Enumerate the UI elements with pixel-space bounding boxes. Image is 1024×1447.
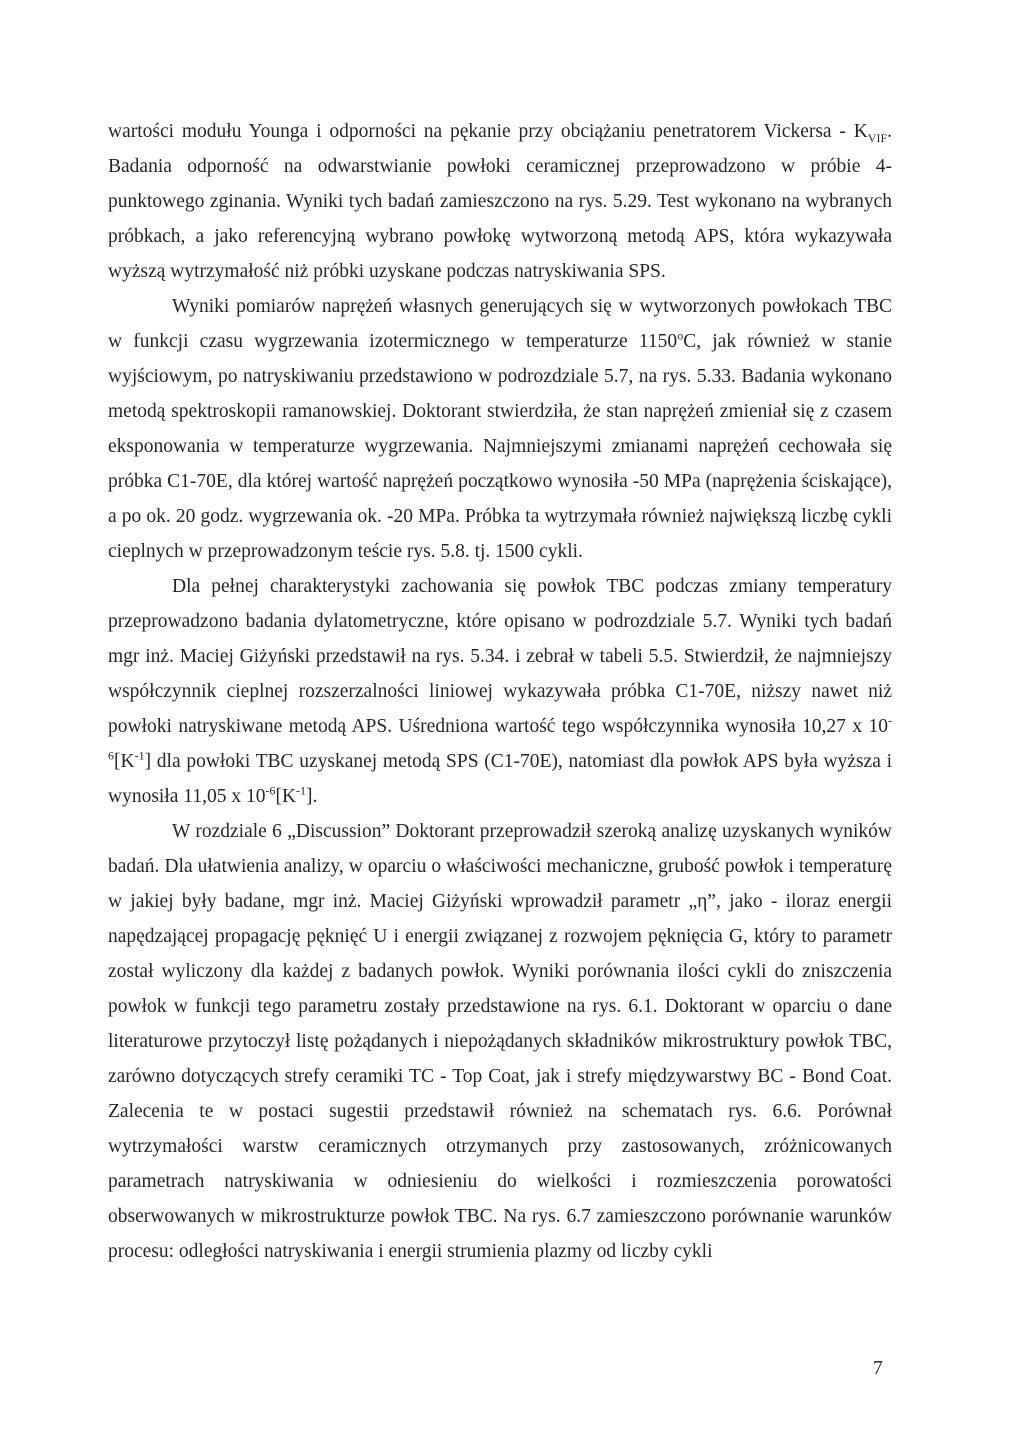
paragraph-text: C, jak również w stanie wyjściowym, po natryskiwaniu przedstawiono w podrozdziale 5.7, na rys. 5.33. Badania wykonano metodą spektroskopii ramanowskiej. Doktorant stwierdziła, że stan naprężeń zmieniał się z czasem eksponowania w temperaturze wygrzewania. Najmniejszymi zmianami naprężeń cechowała się próbka C1-70E, dla której wartość naprężeń początkowo wynosiła -50 MPa (naprężenia ściskające), a po ok. 20 godz. wygrzewania ok. -20 MPa. Próbka ta wytrzymała również największą liczbę cykli cieplnych w przeprowadzonym teście rys. 5.8. tj. 1500 cykli. (108, 331, 893, 562)
paragraph-text: [K (114, 751, 135, 772)
superscript: o (677, 328, 684, 343)
paragraph (108, 569, 892, 814)
paragraph-text: . Badania odporność na odwarstwianie powłoki ceramicznej przeprowadzono w próbie 4-punktowego zginania. Wyniki tych badań zamieszczono na rys. 5.29. Test wykonano na wybranych próbkach, a jako referencyjną wybrano powłokę wytworzoną metodą APS, która wykazywała wyższą wytrzymałość niż próbki uzyskane podczas natryskiwania SPS. (108, 121, 892, 282)
subscript: VIF (867, 130, 888, 145)
paragraph-text: W rozdziale 6 „Discussion” Doktorant przeprowadził szeroką analizę uzyskanych wyników badań. Dla ułatwienia analizy, w oparciu o właściwości mechaniczne, grubość powłok i temperaturę w jakiej były badane, mgr inż. Maciej Giżyński wprowadził parametr „η”, jako - iloraz energii napędzającej propagację pęknięć U i energii związanej z rozwojem pęknięcia G, który to parametr został wyliczony dla każdej z badanych powłok. Wyniki porównania ilości cykli do zniszczenia powłok w funkcji tego parametru zostały przedstawione na rys. 6.1. Doktorant w oparciu o dane literaturowe przytoczył listę pożądanych i niepożądanych składników mikrostruktury powłok TBC, zarówno dotyczących strefy ceramiki TC - Top Coat, jak i strefy międzywarstwy BC - Bond Coat. Zalecenia te w postaci sugestii przedstawił również na schematach rys. 6.6. Porównał wytrzymałości warstw ceramicznych otrzymanych przy zastosowanych, zróżnicowanych parametrach natryskiwania w odniesieniu do wielkości i rozmieszczenia porowatości obserwowanych w mikrostrukturze powłok TBC. Na rys. 6.7 zamieszczono porównanie warunków procesu: odległości natryskiwania i energii strumienia plazmy od liczby cykli (108, 821, 892, 1262)
paragraph (108, 814, 892, 1269)
paragraph-text: Dla pełnej charakterystyki zachowania się powłok TBC podczas zmiany temperatury przeprowadzono badania dylatometryczne, które opisano w podrozdziale 5.7. Wyniki tych badań mgr inż. Maciej Giżyński przedstawił na rys. 5.34. i zebrał w tabeli 5.5. Stwierdził, że najmniejszy współczynnik cieplnej rozszerzalności liniowej wykazywała próbka C1-70E, niższy nawet niż powłoki natryskiwane metodą APS. Uśredniona wartość tego współczynnika wynosiła 10,27 x 10 (108, 576, 892, 737)
superscript: -6 (108, 713, 892, 763)
superscript: -6 (265, 783, 276, 798)
superscript: -1 (134, 748, 145, 763)
page-number: 7 (873, 1358, 883, 1379)
paragraph-text: ] dla powłoki TBC uzyskanej metodą SPS (C1-70E), natomiast dla powłok APS była wyższa i wynosiła 11,05 x 10 (108, 751, 892, 807)
paragraph-text: Wyniki pomiarów naprężeń własnych generujących się w wytworzonych powłokach TBC w funkcji czasu wygrzewania izotermicznego w temperaturze 1150 (108, 296, 892, 352)
superscript: -1 (296, 783, 307, 798)
paragraph-text: [K (275, 786, 297, 807)
body-text (108, 114, 892, 1269)
paragraph (108, 289, 892, 569)
paragraph (108, 114, 892, 289)
paragraph-text: ]. (306, 786, 318, 807)
paragraph-text: wartości modułu Younga i odporności na pękanie przy obciążaniu penetratorem Vickersa - K (108, 121, 868, 142)
